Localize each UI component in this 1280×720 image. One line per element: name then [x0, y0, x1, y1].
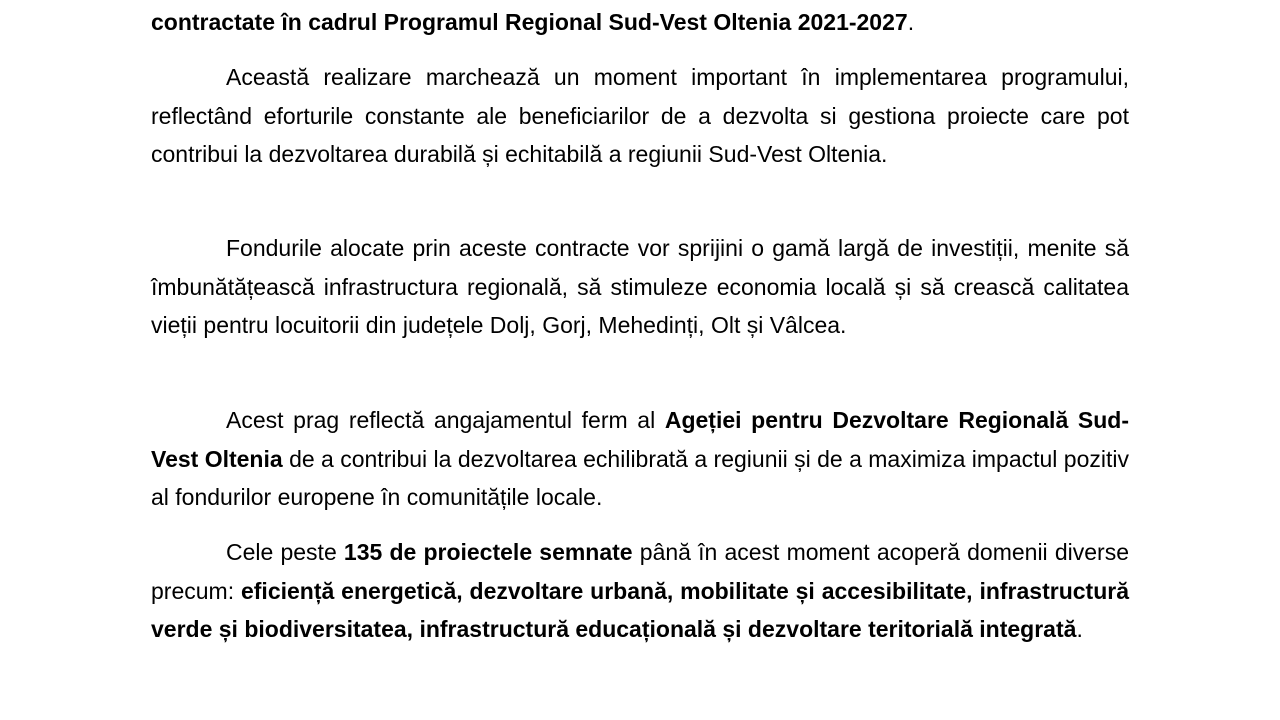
- period: .: [907, 9, 915, 35]
- paragraph-projects: [151, 533, 1129, 649]
- paragraph-achievement: Această realizare marchează un moment important în implementarea programului, reflectând eforturile constante ale beneficiarilor de a dezvolta si gestiona proiecte care pot contribui la dezvoltarea durabilă și echitabilă a regiunii Sud-Vest Oltenia.: [151, 64, 1129, 167]
- paragraph-funds: Fondurile alocate prin aceste contracte vor sprijini o gamă largă de investiții, menite să îmbunătățească infrastructura regională, să stimuleze economia locală și să crească calitatea vieții pentru locuitorii din județele Dolj, Gorj, Mehedinți, Olt și Vâlcea.: [151, 235, 1129, 338]
- paragraph-commitment: [151, 401, 1129, 517]
- projects-prefix: Cele peste: [226, 539, 344, 565]
- projects-count-bold: 135 de proiectele semnate: [343, 539, 633, 565]
- projects-middle: până în acest moment acoperă domenii diverse precum:: [151, 539, 1129, 604]
- commitment-prefix: Acest prag reflectă angajamentul ferm al: [226, 407, 665, 433]
- domains-list-bold: eficiență energetică, dezvoltare urbană, mobilitate și accesibilitate, infrastructură verde și biodiversitatea, infrastructură educațională și dezvoltare teritorială integrată: [151, 577, 1129, 642]
- paragraph-intro-fragment: [151, 3, 1129, 42]
- commitment-suffix: de a contribui la dezvoltarea echilibrată a regiunii și de a maximiza impactul pozitiv al fondurilor europene în comunitățile locale.: [151, 445, 1129, 510]
- agency-name-bold: Ageției pentru Dezvoltare Regională Sud-Vest Oltenia: [151, 407, 1129, 472]
- program-name-bold: contractate în cadrul Programul Regional Sud-Vest Oltenia 2021-2027: [151, 9, 908, 35]
- period: .: [1076, 616, 1083, 642]
